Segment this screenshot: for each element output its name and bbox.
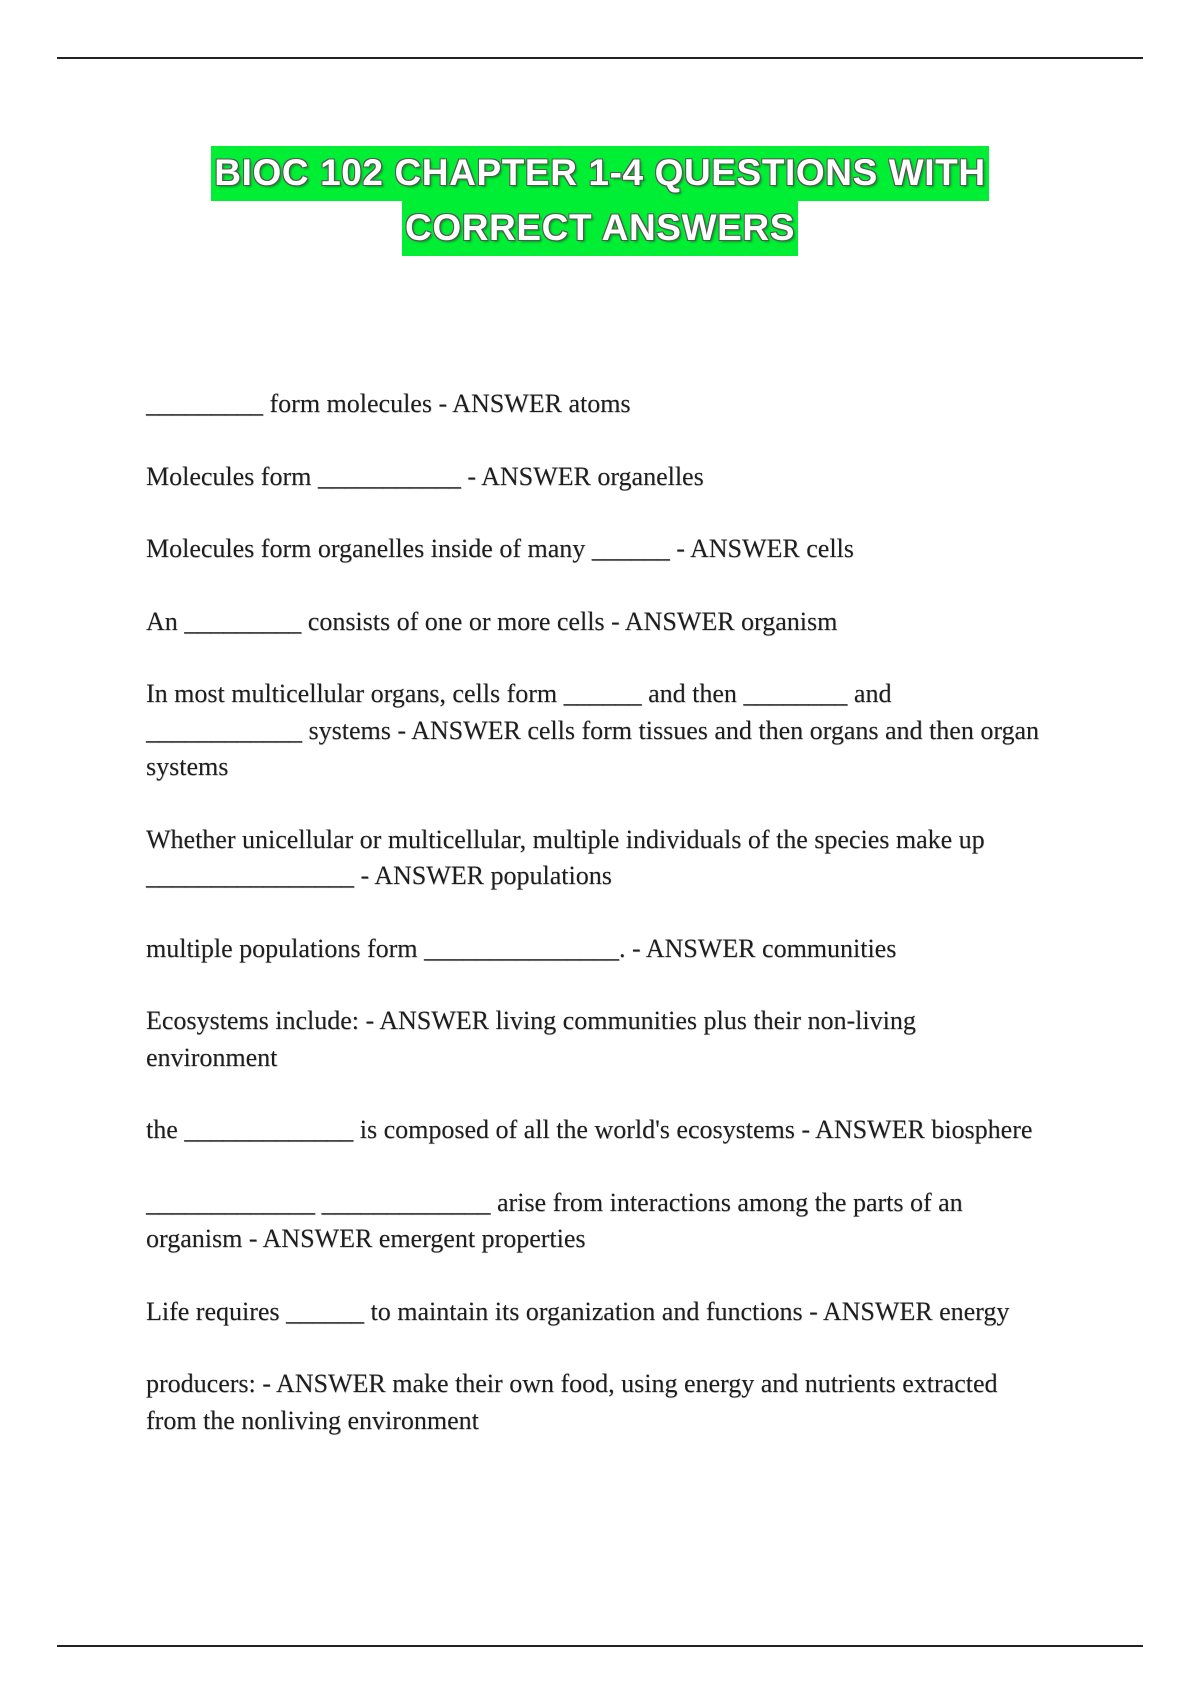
qa-item: _____________ _____________ arise from interactions among the parts of an organism - ANSWER emergent properties: [146, 1187, 963, 1253]
document-title: [0, 146, 1200, 256]
qa-item: producers: - ANSWER make their own food, using energy and nutrients extracted from the nonliving environment: [146, 1369, 998, 1435]
qa-item: Whether unicellular or multicellular, multiple individuals of the species make up ________________ - ANSWER populations: [146, 824, 985, 890]
qa-item: Ecosystems include: - ANSWER living communities plus their non-living environment: [146, 1006, 916, 1072]
bottom-rule: [57, 1645, 1143, 1647]
title-line-1: BIOC 102 CHAPTER 1-4 QUESTIONS WITH: [211, 146, 988, 201]
qa-item: the _____________ is composed of all the world's ecosystems - ANSWER biosphere: [146, 1115, 1033, 1144]
qa-item: Life requires ______ to maintain its organization and functions - ANSWER energy: [146, 1296, 1010, 1326]
qa-item: _________ form molecules - ANSWER atoms: [146, 389, 631, 418]
question-answer-list: [146, 386, 1046, 1475]
title-line-2: CORRECT ANSWERS: [402, 201, 798, 256]
qa-item: Molecules form ___________ - ANSWER organelles: [146, 461, 704, 491]
qa-item: multiple populations form _______________. - ANSWER communities: [146, 933, 897, 963]
top-rule: [57, 57, 1143, 59]
qa-item: Molecules form organelles inside of many ______ - ANSWER cells: [146, 534, 854, 563]
qa-item: An _________ consists of one or more cells - ANSWER organism: [146, 606, 838, 636]
qa-item: In most multicellular organs, cells form ______ and then ________ and ____________ systems - ANSWER cells form tissues and then organs and then organ systems: [146, 679, 1040, 781]
